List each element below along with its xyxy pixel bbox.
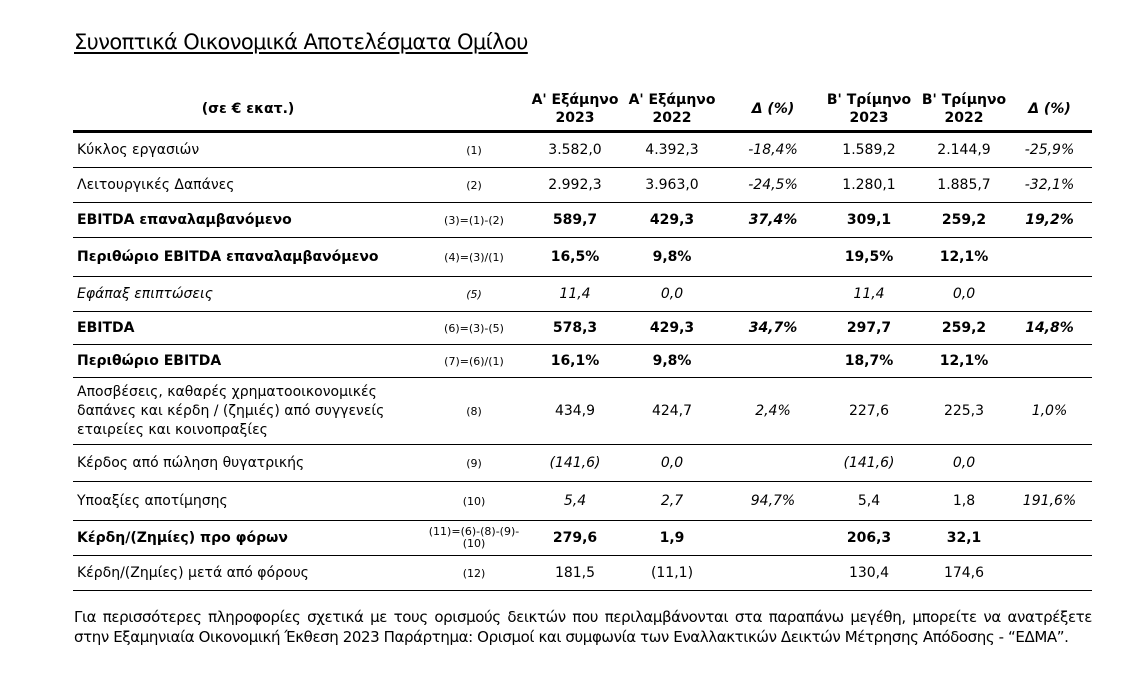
header-q2-2023: Β' Τρίμηνο 2023 — [826, 92, 912, 126]
cell-q2-2022: 12,1% — [939, 353, 989, 369]
row-label: Λειτουργικές Δαπάνες — [77, 177, 235, 193]
table-row — [73, 482, 1092, 521]
table-row — [73, 378, 1092, 445]
header-delta-h1: Δ (%) — [751, 101, 795, 117]
cell-delta-q2 — [1007, 556, 1092, 590]
table-row — [73, 277, 1092, 312]
cell-delta-q2 — [1007, 277, 1092, 311]
header-q2-2022: Β' Τρίμηνο 2022 — [921, 92, 1007, 126]
row-label: EBITDA — [77, 320, 135, 336]
cell-delta-h1: 37,4% — [748, 212, 798, 228]
cell-delta-q2: -32,1% — [1024, 177, 1075, 193]
row-ref: (6)=(3)-(5) — [444, 321, 504, 335]
cell-delta-q2 — [1007, 445, 1092, 481]
cell-delta-h1: 34,7% — [748, 320, 798, 336]
table-row — [73, 345, 1092, 378]
cell-h1-2023: 578,3 — [552, 320, 598, 336]
cell-delta-h1: 2,4% — [755, 403, 791, 419]
cell-h1-2022: 1,9 — [659, 530, 685, 546]
table-row — [73, 556, 1092, 591]
cell-q2-2022: 259,2 — [941, 212, 987, 228]
cell-h1-2022: 9,8% — [652, 353, 692, 369]
row-ref: (10) — [462, 494, 486, 508]
row-label: Αποσβέσεις, καθαρές χρηματοοικονομικές δαπάνες και κέρδη / (ζημιές) από συγγενείς εταιρείες και κοινοπραξίες — [77, 383, 385, 438]
cell-q2-2022: 1.885,7 — [937, 177, 991, 193]
cell-q2-2023: 130,4 — [848, 565, 890, 581]
cell-delta-h1 — [723, 345, 823, 377]
row-label: Περιθώριο EBITDA επαναλαμβανόμενο — [77, 249, 379, 265]
cell-h1-2022: 429,3 — [649, 212, 695, 228]
cell-q2-2023: 1.589,2 — [842, 142, 896, 158]
cell-delta-h1: -24,5% — [748, 177, 798, 193]
table-row — [73, 445, 1092, 482]
table-row — [73, 203, 1092, 238]
cell-delta-h1 — [723, 277, 823, 311]
row-ref: (4)=(3)/(1) — [444, 250, 504, 264]
row-ref: (12) — [462, 566, 486, 580]
cell-h1-2023: 434,9 — [554, 403, 596, 419]
row-ref: (2) — [466, 178, 482, 192]
table-row — [73, 521, 1092, 556]
cell-h1-2023: 181,5 — [554, 565, 596, 581]
cell-delta-q2 — [1007, 521, 1092, 555]
cell-h1-2023: (141,6) — [549, 455, 601, 471]
cell-q2-2023: 297,7 — [846, 320, 892, 336]
header-h1-2022: Α' Εξάμηνο 2022 — [628, 92, 716, 126]
row-label: Κέρδος από πώληση θυγατρικής — [77, 455, 305, 471]
row-ref: (3)=(1)-(2) — [444, 213, 504, 227]
row-label: Κέρδη/(Ζημίες) προ φόρων — [77, 530, 288, 546]
header-delta-q2: Δ (%) — [1028, 101, 1071, 117]
cell-h1-2022: 0,0 — [660, 455, 684, 471]
cell-h1-2023: 589,7 — [552, 212, 598, 228]
row-ref: (11)=(6)-(8)-(9)-(10) — [428, 525, 520, 550]
row-label: Κύκλος εργασιών — [77, 142, 200, 158]
cell-h1-2022: 429,3 — [649, 320, 695, 336]
cell-delta-h1: 94,7% — [750, 493, 796, 509]
cell-h1-2023: 16,1% — [550, 353, 600, 369]
cell-q2-2022: 174,6 — [943, 565, 985, 581]
cell-h1-2022: (11,1) — [650, 565, 694, 581]
cell-delta-q2: 1,0% — [1031, 403, 1068, 419]
cell-h1-2022: 2,7 — [660, 493, 684, 509]
cell-h1-2023: 11,4 — [559, 286, 591, 302]
row-ref: (5) — [466, 287, 482, 301]
cell-q2-2023: 206,3 — [846, 530, 892, 546]
cell-q2-2022: 0,0 — [952, 286, 976, 302]
cell-q2-2023: 227,6 — [848, 403, 890, 419]
cell-q2-2023: 5,4 — [857, 493, 881, 509]
cell-h1-2023: 279,6 — [552, 530, 598, 546]
table-row — [73, 133, 1092, 168]
cell-h1-2022: 9,8% — [652, 249, 692, 265]
table-header — [73, 88, 1092, 133]
cell-h1-2023: 3.582,0 — [548, 142, 602, 158]
page-title: Συνοπτικά Οικονομικά Αποτελέσματα Ομίλου — [74, 30, 528, 54]
cell-h1-2022: 4.392,3 — [645, 142, 699, 158]
cell-q2-2023: 1.280,1 — [842, 177, 896, 193]
cell-q2-2022: 1,8 — [952, 493, 976, 509]
footnote: Για περισσότερες πληροφορίες σχετικά με τους ορισμούς δεικτών που περιλαμβάνονται στα παραπάνω μεγέθη, μπορείτε να ανατρέξετε στην Εξαμηνιαία Οικονομική Έκθεση 2023 Παράρτημα: Ορισμοί και συμφωνία των Εναλλακτικών Δεικτών Μέτρησης Απόδοσης - “ΕΔΜΑ”. — [74, 608, 1092, 646]
header-unit: (σε € εκατ.) — [201, 101, 295, 117]
row-label: EBITDA επαναλαμβανόμενο — [77, 212, 292, 228]
row-ref: (1) — [466, 143, 482, 157]
row-label: Κέρδη/(Ζημίες) μετά από φόρους — [77, 565, 309, 581]
table-row — [73, 168, 1092, 203]
row-label: Εφάπαξ επιπτώσεις — [77, 286, 213, 302]
cell-q2-2023: (141,6) — [843, 455, 895, 471]
row-label: Υποαξίες αποτίμησης — [77, 493, 228, 509]
cell-delta-h1 — [723, 521, 823, 555]
cell-q2-2022: 32,1 — [946, 530, 982, 546]
table-row — [73, 312, 1092, 345]
cell-q2-2022: 2.144,9 — [937, 142, 991, 158]
cell-delta-q2 — [1007, 238, 1092, 276]
cell-delta-q2: 14,8% — [1025, 320, 1074, 336]
row-label: Περιθώριο EBITDA — [77, 353, 222, 369]
cell-h1-2023: 2.992,3 — [548, 177, 602, 193]
row-ref: (7)=(6)/(1) — [444, 354, 504, 368]
cell-q2-2022: 0,0 — [952, 455, 976, 471]
cell-h1-2022: 3.963,0 — [645, 177, 699, 193]
cell-h1-2023: 5,4 — [563, 493, 587, 509]
cell-h1-2023: 16,5% — [550, 249, 600, 265]
cell-delta-q2: 19,2% — [1025, 212, 1074, 228]
cell-delta-h1 — [723, 445, 823, 481]
cell-q2-2022: 225,3 — [943, 403, 985, 419]
cell-delta-q2 — [1007, 345, 1092, 377]
table-row — [73, 238, 1092, 277]
cell-q2-2023: 19,5% — [844, 249, 894, 265]
cell-h1-2022: 424,7 — [651, 403, 693, 419]
cell-q2-2023: 11,4 — [853, 286, 885, 302]
cell-delta-q2: 191,6% — [1022, 493, 1077, 509]
cell-delta-h1 — [723, 238, 823, 276]
cell-h1-2022: 0,0 — [660, 286, 684, 302]
cell-delta-h1 — [723, 556, 823, 590]
cell-delta-q2: -25,9% — [1024, 142, 1075, 158]
header-h1-2023: Α' Εξάμηνο 2023 — [531, 92, 619, 126]
cell-q2-2023: 18,7% — [844, 353, 894, 369]
row-ref: (8) — [466, 404, 482, 418]
cell-q2-2022: 259,2 — [941, 320, 987, 336]
cell-delta-h1: -18,4% — [748, 142, 798, 158]
financial-results-table — [73, 88, 1092, 591]
cell-q2-2023: 309,1 — [846, 212, 892, 228]
cell-q2-2022: 12,1% — [939, 249, 989, 265]
row-ref: (9) — [466, 456, 482, 470]
